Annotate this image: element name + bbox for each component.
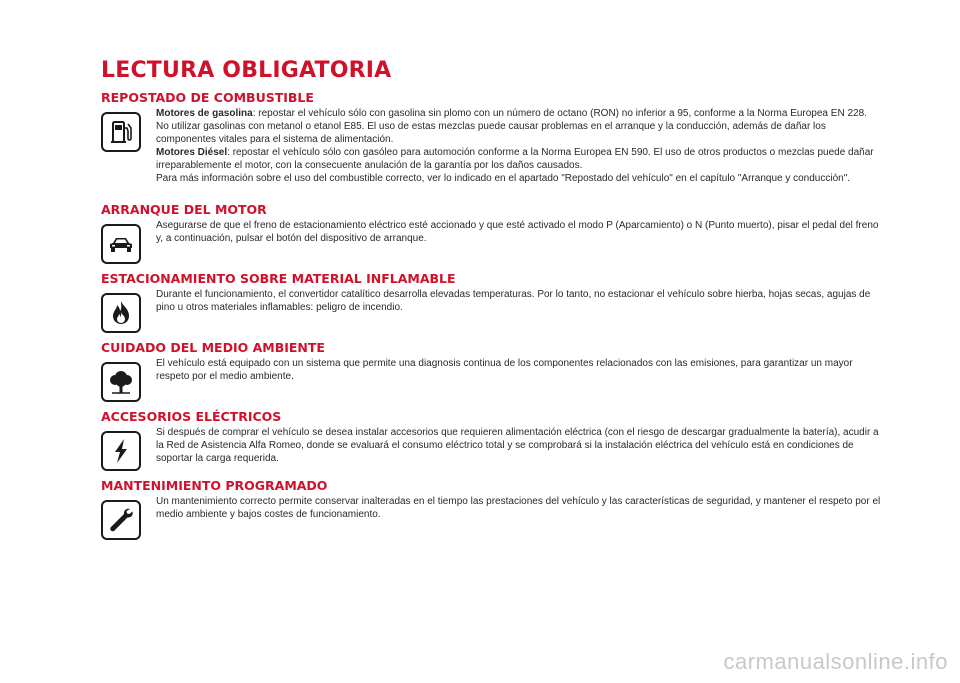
section-flammable xyxy=(101,271,881,314)
wrench-icon xyxy=(101,500,141,540)
fire-icon xyxy=(101,293,141,333)
paragraph xyxy=(156,146,881,172)
section-environment xyxy=(101,340,881,383)
paragraph xyxy=(156,172,881,185)
section-title: REPOSTADO DE COMBUSTIBLE xyxy=(101,90,314,105)
paragraph xyxy=(156,357,881,383)
section-title: ARRANQUE DEL MOTOR xyxy=(101,202,267,217)
paragraph xyxy=(156,495,881,521)
paragraph-lead: Motores Diésel xyxy=(156,147,228,158)
lightning-icon xyxy=(101,431,141,471)
section-title: CUIDADO DEL MEDIO AMBIENTE xyxy=(101,340,325,355)
paragraph-text: Durante el funcionamiento, el convertidor catalítico desarrolla elevadas temperaturas. Por lo tanto, no estacionar el vehículo sobre hierba, hojas secas, agujas de pino u otros materiales inflamables: peligro de incendio. xyxy=(156,289,871,313)
section-title: ACCESORIOS ELÉCTRICOS xyxy=(101,409,282,424)
section-electrical xyxy=(101,409,881,465)
tree-icon xyxy=(101,362,141,402)
fuel-pump-icon xyxy=(101,112,141,152)
section-maintenance xyxy=(101,478,881,521)
watermark: carmanualsonline.info xyxy=(723,649,948,674)
paragraph xyxy=(156,426,881,465)
paragraph-text: Un mantenimiento correcto permite conservar inalteradas en el tiempo las prestaciones del vehículo y las características de seguridad, y mantener el respeto por el medio ambiente y bajos costes de funcionamiento. xyxy=(156,496,881,520)
page-title: LECTURA OBLIGATORIA xyxy=(101,58,392,83)
paragraph-lead: Motores de gasolina xyxy=(156,108,253,119)
paragraph-text: Asegurarse de que el freno de estacionamiento eléctrico esté accionado y que esté activado el modo P (Aparcamiento) o N (Punto muerto), pisar el pedal del freno y, a continuación, pulsar el botón del dispositivo de arranque. xyxy=(156,220,879,244)
section-title: ESTACIONAMIENTO SOBRE MATERIAL INFLAMABLE xyxy=(101,271,456,286)
section-fuel xyxy=(101,90,881,185)
section-title: MANTENIMIENTO PROGRAMADO xyxy=(101,478,328,493)
paragraph xyxy=(156,219,881,245)
car-icon xyxy=(101,224,141,264)
paragraph-text: : repostar el vehículo sólo con gasóleo para automoción conforme a la Norma Europea EN 590. El uso de otros productos o mezclas puede dañar irreparablemente el motor, con la consecuente anulación de la garantía por los daños causados. xyxy=(156,147,874,171)
paragraph xyxy=(156,288,881,314)
paragraph-text: Para más información sobre el uso del combustible correcto, ver lo indicado en el apartado "Repostado del vehículo" en el capítulo "Arranque y conducción". xyxy=(156,173,851,184)
paragraph-text: : repostar el vehículo sólo con gasolina sin plomo con un número de octano (RON) no inferior a 95, conforme a la Norma Europea EN 228. No utilizar gasolinas con metanol o etanol E85. El uso de estas mezclas puede causar problemas en el arranque y la conducción, además de dañar los componentes vitales para el sistema de alimentación. xyxy=(156,108,867,145)
paragraph-text: El vehículo está equipado con un sistema que permite una diagnosis continua de los componentes relacionados con las emisiones, para garantizar un mayor respeto por el medio ambiente. xyxy=(156,358,853,382)
paragraph-text: Si después de comprar el vehículo se desea instalar accesorios que requieren alimentación eléctrica (con el riesgo de descargar gradualmente la batería), acudir a la Red de Asistencia Alfa Romeo, donde se evaluará el consumo eléctrico total y se comprobará si la instalación eléctrica del vehículo está en condiciones de soportar la carga requerida. xyxy=(156,427,879,464)
paragraph xyxy=(156,107,881,146)
section-engine-start xyxy=(101,202,881,245)
